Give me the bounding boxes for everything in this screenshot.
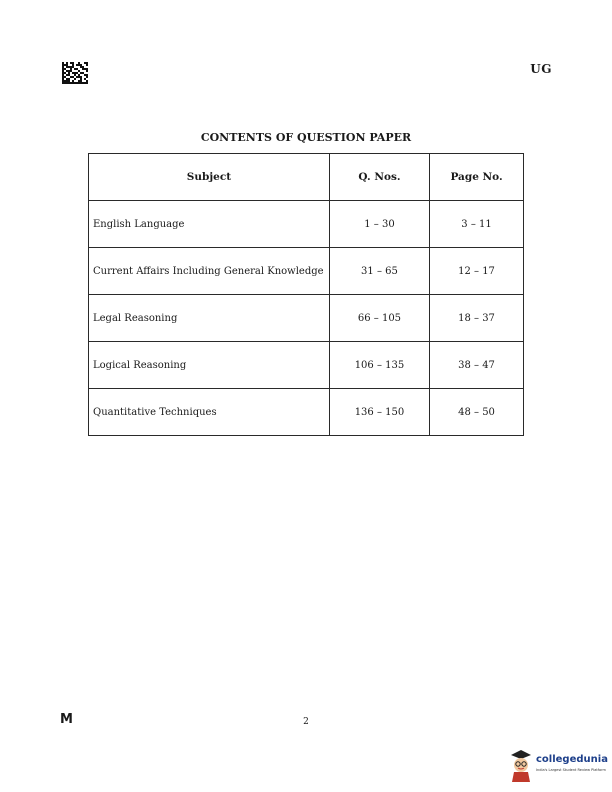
paper-code: UG [530, 62, 552, 76]
contents-table [88, 153, 524, 436]
table-header-row [89, 154, 524, 201]
qnos-cell: 106 – 135 [329, 342, 429, 389]
table-row [89, 295, 524, 342]
table-row [89, 342, 524, 389]
subject-cell: Logical Reasoning [89, 342, 330, 389]
qnos-cell: 31 – 65 [329, 248, 429, 295]
qnos-cell: 66 – 105 [329, 295, 429, 342]
subject-cell: Current Affairs Including General Knowledge [89, 248, 330, 295]
table-row [89, 389, 524, 436]
page-cell: 48 – 50 [430, 389, 524, 436]
page-cell: 12 – 17 [430, 248, 524, 295]
subject-cell: Quantitative Techniques [89, 389, 330, 436]
mascot-icon [508, 748, 534, 782]
series-mark: M [60, 712, 73, 727]
subject-cell: Legal Reasoning [89, 295, 330, 342]
header-page: Page No. [430, 154, 524, 201]
collegedunia-logo [508, 748, 608, 784]
page-number: 2 [303, 717, 309, 727]
qnos-cell: 1 – 30 [329, 201, 429, 248]
header-subject: Subject [89, 154, 330, 201]
table-row [89, 248, 524, 295]
page-cell: 3 – 11 [430, 201, 524, 248]
page-title: CONTENTS OF QUESTION PAPER [200, 131, 412, 144]
header-qnos: Q. Nos. [329, 154, 429, 201]
barcode-icon [62, 62, 88, 84]
subject-cell: English Language [89, 201, 330, 248]
logo-tagline: India's Largest Student Review Platform [536, 768, 606, 772]
logo-name: collegedunia [536, 754, 608, 765]
page-cell: 18 – 37 [430, 295, 524, 342]
table-row [89, 201, 524, 248]
qnos-cell: 136 – 150 [329, 389, 429, 436]
page-cell: 38 – 47 [430, 342, 524, 389]
